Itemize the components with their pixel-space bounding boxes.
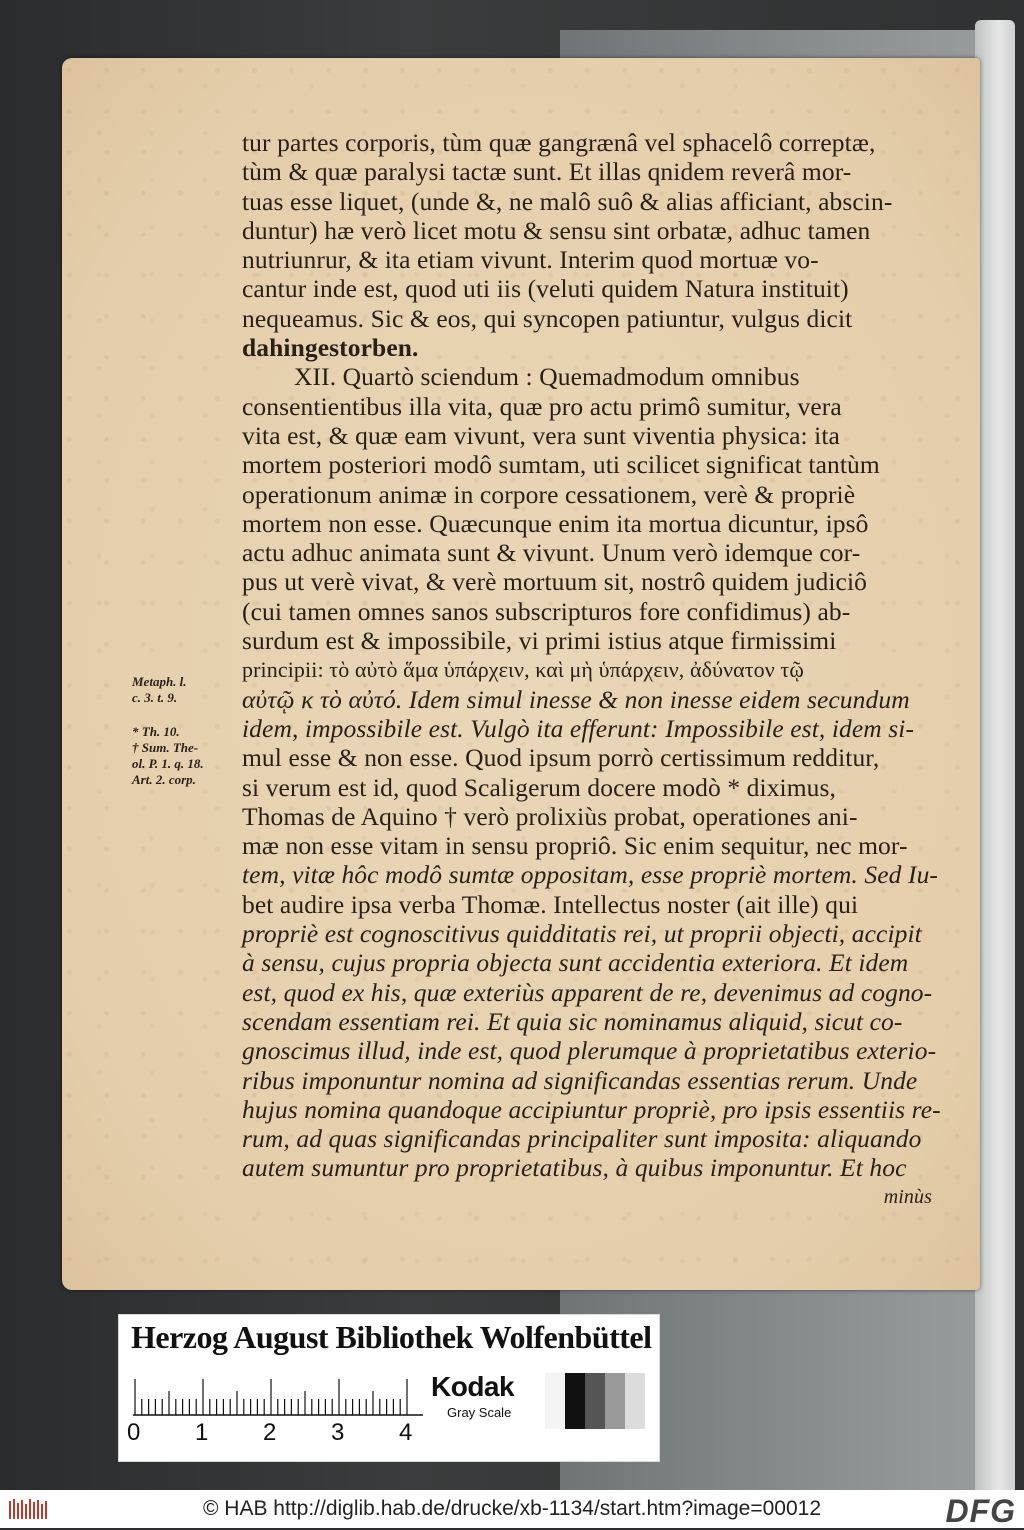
- library-color-target: [118, 1314, 660, 1462]
- dfg-logo: DFG: [945, 1493, 1016, 1529]
- ruler-number: 2: [263, 1419, 277, 1446]
- text-line: Thomas de Aquino † verò prolixiùs probat, operationes ani-: [242, 801, 858, 831]
- kodak-logo: Kodak: [431, 1371, 515, 1402]
- text-line: operationum animæ in corpore cessationem, verè & propriè: [242, 479, 856, 509]
- text-line: tur partes corporis, tùm quæ gangrænâ vel sphacelô correptæ,: [242, 128, 876, 157]
- ruler-number: 1: [195, 1419, 209, 1446]
- ruler-number: 0: [127, 1419, 141, 1446]
- text-line: est, quod ex his, quæ exteriùs apparent de re, devenimus ad cogno-: [242, 977, 933, 1007]
- text-line: principii: τὸ αὐτὸ ἅμα ὑπάρχειν, καὶ μὴ ὑπάρχειν, ἀδύνατον τῷ: [242, 657, 804, 683]
- library-name: Herzog August Bibliothek Wolfenbüttel: [131, 1319, 652, 1355]
- gray-scale-caption: Gray Scale: [447, 1405, 512, 1420]
- text-line: duntur) hæ verò licet motu & sensu sint orbatæ, adhuc tamen: [242, 215, 871, 245]
- margin-notes: [132, 674, 244, 788]
- text-line: idem, impossibile est. Vulgò ita efferunt: Impossibile est, idem si-: [242, 713, 915, 743]
- margin-note-line: c. 3. t. 9.: [132, 690, 178, 705]
- catchword: minùs: [883, 1185, 932, 1208]
- text-line: mæ non esse vitam in sensu propriô. Sic enim sequitur, nec mor-: [242, 831, 908, 861]
- text-line: surdum est & impossibile, vi primi istius atque firmissimi: [242, 626, 837, 656]
- backing-edge: [975, 20, 1015, 1500]
- text-line: nutriunrur, & ita etiam vivunt. Interim quod mortuæ vo-: [242, 245, 819, 275]
- text-line: autem sumuntur pro proprietatibus, à quibus imponuntur. Et hoc: [242, 1153, 907, 1183]
- text-line: à sensu, cujus propria objecta sunt accidentia exteriora. Et idem: [242, 948, 909, 978]
- margin-note-line: † Sum. The-: [132, 740, 199, 755]
- text-line: rum, ad quas significandas principaliter sunt imposita: aliquando: [242, 1124, 922, 1154]
- gray-swatch: [565, 1373, 585, 1429]
- text-line: mul esse & non esse. Quod ipsum porrò certissimum redditur,: [242, 743, 880, 773]
- text-line: scendam essentiam rei. Et quia sic nominamus aliquid, sicut co-: [242, 1006, 903, 1036]
- gray-swatch: [625, 1373, 645, 1429]
- margin-note-line: * Th. 10.: [132, 724, 180, 739]
- text-line: vita est, & quæ eam vivunt, vera sunt viventia physica: ita: [242, 420, 840, 450]
- text-line: propriè est cognoscitivus quidditatis rei, ut proprii objecti, accipit: [242, 919, 922, 949]
- text-line: actu adhuc animata sunt & vivunt. Unum verò idemque cor-: [242, 538, 861, 568]
- text-line: XII. Quartò sciendum : Quemadmodum omnibus: [294, 362, 800, 392]
- book-page: [62, 58, 980, 1290]
- text-line: hujus nomina quandoque accipiuntur propriè, pro ipsis essentiis re-: [242, 1094, 941, 1124]
- text-line: ribus imponuntur nomina ad significandas essentias rerum. Unde: [242, 1065, 918, 1095]
- gray-scale-swatches: [545, 1373, 645, 1429]
- text-line: cantur inde est, quod uti iis (veluti quidem Natura instituit): [242, 274, 849, 304]
- gray-swatch: [545, 1373, 565, 1429]
- text-line: (cui tamen omnes sanos subscripturos fore confidimus) ab-: [242, 596, 851, 626]
- footer-bar: [0, 1490, 1024, 1528]
- margin-note-line: ol. P. 1. q. 18.: [132, 756, 204, 771]
- text-line: mortem posteriori modô sumtam, uti scilicet significat tantùm: [242, 450, 880, 480]
- ruler-icon: [133, 1377, 433, 1417]
- text-line: pus ut verè vivat, & verè mortuum sit, nostrô quidem judiciô: [242, 567, 867, 597]
- copyright-link[interactable]: © HAB http://diglib.hab.de/drucke/xb-1134/start.htm?image=00012: [202, 1497, 822, 1520]
- margin-note-line: Metaph. l.: [132, 674, 187, 689]
- text-line: nequeamus. Sic & eos, qui syncopen patiuntur, vulgus dicit: [242, 303, 853, 333]
- ruler-number: 4: [399, 1419, 413, 1446]
- text-line: si verum est id, quod Scaligerum docere modò * diximus,: [242, 772, 837, 802]
- gray-swatch: [605, 1373, 625, 1429]
- page-body-text: [242, 128, 941, 1212]
- text-line: dahingestorben.: [242, 333, 419, 363]
- gray-swatch: [585, 1373, 605, 1429]
- text-line: tuas esse liquet, (unde &, ne malô suô & alias afficiant, abscin-: [242, 186, 893, 216]
- margin-note-line: Art. 2. corp.: [132, 772, 196, 787]
- text-line: consentientibus illa vita, quæ pro actu primô sumitur, vera: [242, 391, 842, 421]
- text-line: gnoscimus illud, inde est, quod plerumque à proprietatibus exterio-: [242, 1036, 937, 1066]
- text-line: αὐτῷ κ τὸ αὐτό. Idem simul inesse & non inesse eidem secundum: [242, 684, 910, 714]
- ruler-number: 3: [331, 1419, 345, 1446]
- text-line: tùm & quæ paralysi tactæ sunt. Et illas qnidem reverâ mor-: [242, 157, 852, 187]
- text-line: tem, vitæ hôc modô sumtæ oppositam, esse propriè mortem. Sed Iu-: [242, 860, 939, 890]
- text-line: mortem non esse. Quæcunque enim ita mortua dicuntur, ipsô: [242, 508, 869, 538]
- text-line: bet audire ipsa verba Thomæ. Intellectus noster (ait ille) qui: [242, 889, 859, 919]
- ruler-numbers: [127, 1419, 427, 1449]
